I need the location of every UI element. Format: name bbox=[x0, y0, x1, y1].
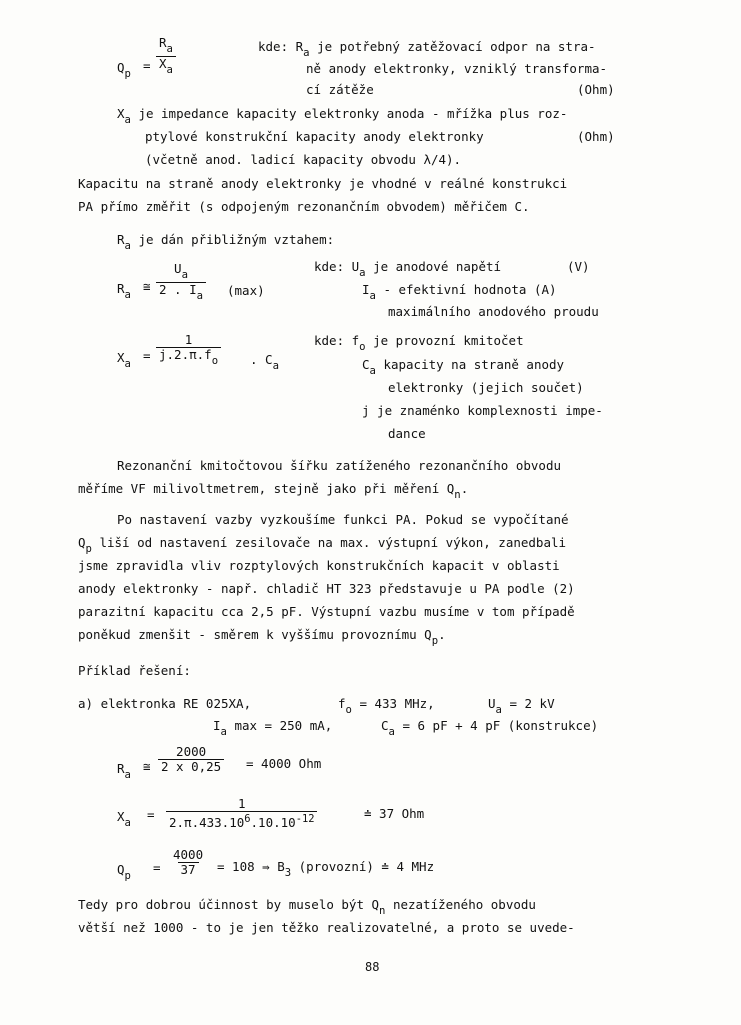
approx-sign: ≅ bbox=[143, 279, 151, 294]
section-heading: Příklad řešení: bbox=[78, 663, 191, 678]
page-number: 88 bbox=[365, 960, 380, 974]
definition-line: ně anody elektronky, vzniklý transforma- bbox=[306, 61, 608, 76]
ra-intro: $R_a$ je dán přibližným vztahem: bbox=[117, 232, 335, 252]
definition-line: cí zátěže bbox=[306, 82, 374, 97]
fraction: $\frac{R_a}{X_a}$ bbox=[156, 36, 176, 77]
unit-label: (V) bbox=[567, 259, 590, 274]
equals-sign: = bbox=[143, 58, 151, 73]
qp-symbol: Q bbox=[117, 60, 125, 75]
fraction: $\frac{U_a}{2 . I_a}$ bbox=[156, 262, 206, 303]
fraction: $\frac{2000}{2 x 0,25}$ bbox=[158, 745, 224, 774]
equals-sign: = bbox=[143, 348, 151, 363]
fraction: $\frac{4000}{37}$ bbox=[173, 847, 204, 877]
fraction: $\frac{1}{j.2.\pi.f_o}$ bbox=[156, 333, 221, 368]
definition-line: kde: $R_a$ je potřebný zatěžovací odpor na stra- bbox=[258, 39, 596, 59]
unit-label: (Ohm) bbox=[577, 82, 615, 97]
fraction: $\frac{1}{2.\pi.433.10^6.10.10^{-12}}$ bbox=[166, 797, 317, 830]
unit-label: (Ohm) bbox=[577, 129, 615, 144]
